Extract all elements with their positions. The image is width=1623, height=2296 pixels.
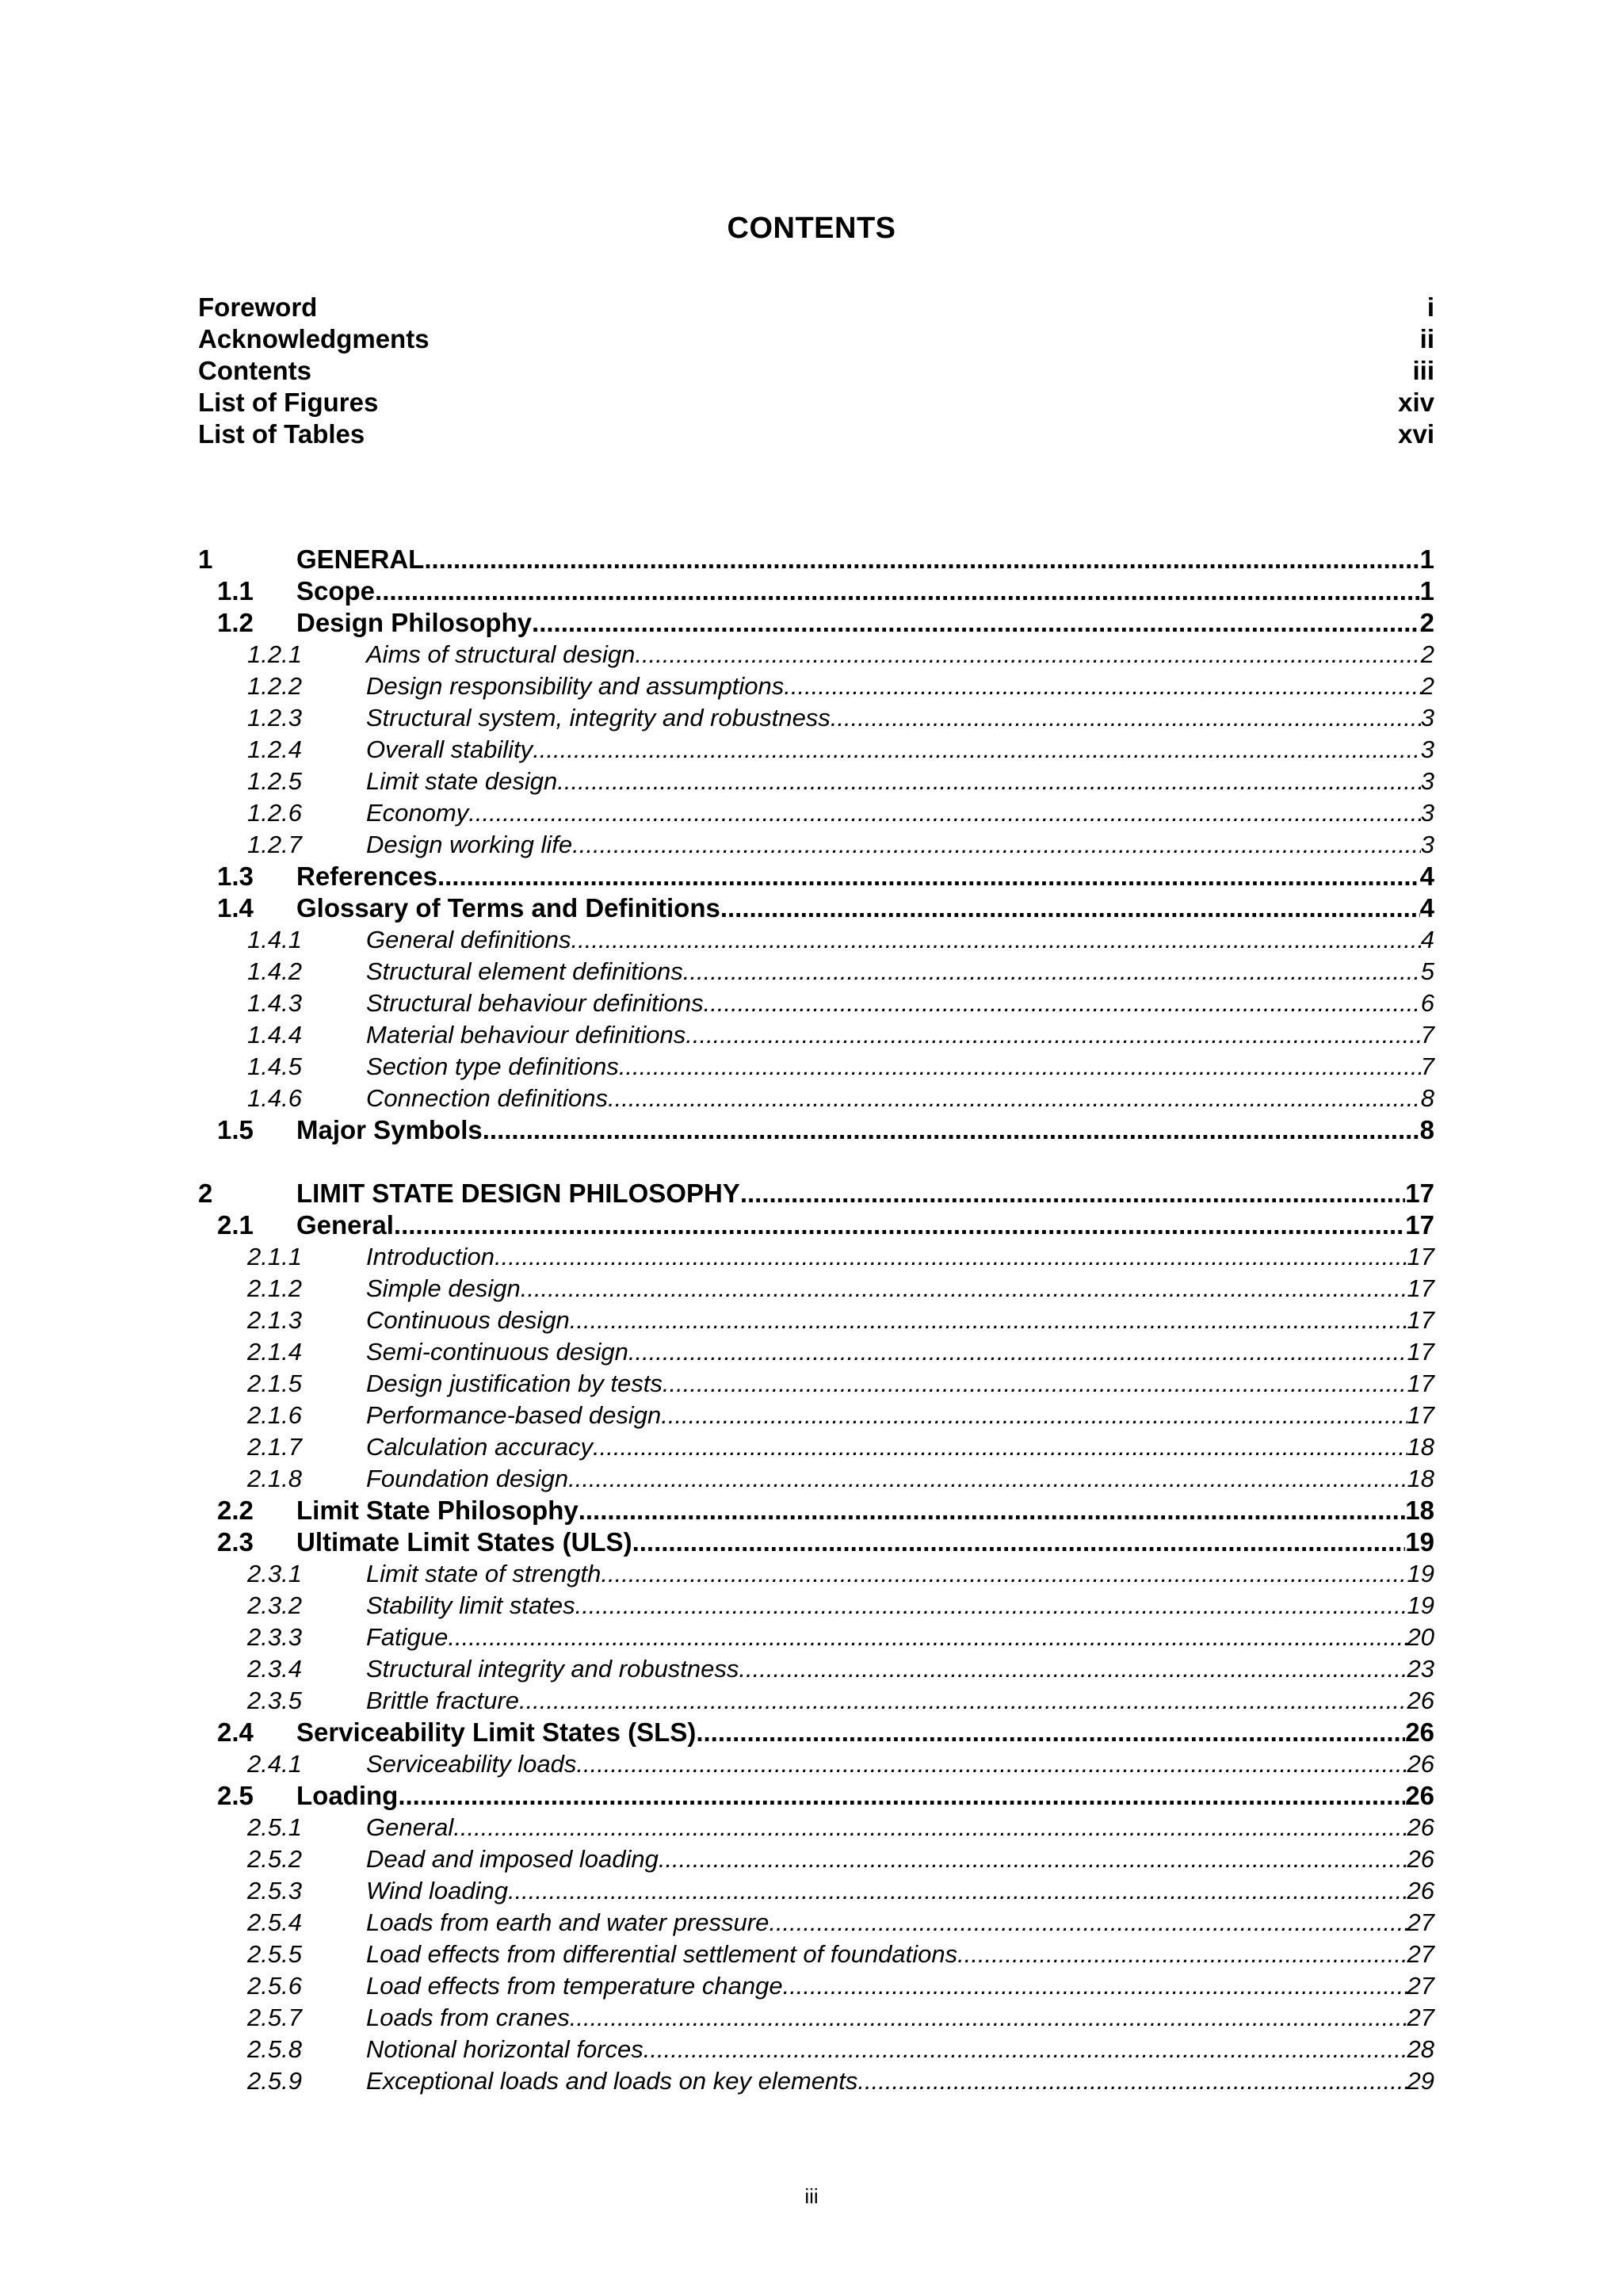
toc-title: Limit state of strength [366,1560,601,1587]
toc-section[interactable] [198,1209,1434,1241]
toc-page: 17 [1407,1370,1434,1397]
toc-title: Loading [296,1781,399,1810]
toc-section[interactable] [198,892,1434,924]
toc-subsection[interactable] [198,1748,1434,1780]
toc-number: 2.3.4 [247,1655,302,1683]
toc-subsection[interactable] [198,1622,1434,1653]
toc-title: Scope [296,576,376,606]
toc-subsection[interactable] [198,1019,1434,1051]
toc-subsection[interactable] [198,1241,1434,1273]
toc-title: Overall stability [366,735,533,763]
toc-subsection[interactable] [198,1368,1434,1400]
toc-page: 2 [1420,640,1434,668]
toc-subsection[interactable] [198,988,1434,1019]
toc-page: 29 [1407,2067,1434,2095]
toc-number: 1.4.5 [247,1052,302,1080]
toc-page: 23 [1407,1655,1434,1683]
toc-section[interactable] [198,1526,1434,1558]
toc-number: 2.1.8 [247,1465,302,1492]
toc-number: 1.2.4 [247,735,302,763]
toc-title: Wind loading [366,1877,508,1904]
toc-leader-dots [740,1178,1405,1209]
toc-subsection[interactable] [198,829,1434,861]
toc-number: 1.3 [217,861,254,891]
toc-page: 2 [1420,672,1434,700]
toc-title: Limit state design [366,767,558,795]
toc-title: General [366,1813,454,1841]
toc-number: 2.3 [217,1527,254,1557]
toc-leader-dots [783,1970,1407,2002]
toc-number: 2.1.1 [247,1243,302,1270]
toc-page: 3 [1420,735,1434,763]
toc-page: 17 [1405,1210,1434,1240]
toc-number: 2.5.8 [247,2035,302,2063]
toc-page: 7 [1420,1052,1434,1080]
toc-page: 26 [1407,1877,1434,1904]
toc-title: Glossary of Terms and Definitions [296,893,720,923]
toc-number: 2.4.1 [247,1750,302,1778]
toc-section[interactable] [198,1495,1434,1526]
toc-subsection[interactable] [198,1653,1434,1685]
toc-leader-dots [575,1590,1407,1622]
front-matter-label: Foreword [198,292,318,322]
toc-leader-dots [593,1431,1407,1463]
toc-title: Design Philosophy [296,608,533,637]
toc-number: 2.4 [217,1717,254,1747]
toc-title: GENERAL [296,544,425,574]
toc-number: 2.1.2 [247,1274,302,1302]
toc-number: 2.5.4 [247,1908,302,1936]
toc-leader-dots [769,1907,1407,1939]
front-matter-item[interactable] [198,418,1434,450]
toc-leader-dots [394,1209,1405,1241]
toc-leader-dots [683,956,1421,988]
toc-subsection[interactable] [198,1305,1434,1336]
toc-leader-dots [628,1336,1407,1368]
toc-title: Loads from cranes [366,2004,570,2031]
toc-number: 2.5.6 [247,1972,302,2000]
toc-title: Design responsibility and assumptions [366,672,785,700]
toc-leader-dots [661,1400,1407,1431]
toc-subsection[interactable] [198,1336,1434,1368]
toc-page: 26 [1405,1717,1434,1747]
toc-subsection[interactable] [198,1558,1434,1590]
toc-section[interactable] [198,607,1434,639]
toc-page: 4 [1420,926,1434,953]
toc-number: 1.4.4 [247,1021,302,1049]
toc-leader-dots [557,766,1421,797]
toc-page: 26 [1407,1750,1434,1778]
toc-title: Notional horizontal forces [366,2035,643,2063]
toc-page: 26 [1407,1687,1434,1714]
toc-leader-dots [533,734,1421,766]
front-matter-page: iii [1412,356,1434,385]
toc-title: Serviceability Limit States (SLS) [296,1717,697,1747]
toc-leader-dots [643,2034,1407,2065]
toc-page: 19 [1407,1560,1434,1587]
toc-section[interactable] [198,1780,1434,1812]
toc-number: 2.1.6 [247,1401,302,1429]
toc-leader-dots [663,1368,1407,1400]
toc-title: Structural integrity and robustness [366,1655,739,1683]
toc-section[interactable] [198,575,1434,607]
toc-title: Semi-continuous design [366,1338,628,1366]
toc-subsection[interactable] [198,766,1434,797]
toc-page: 8 [1420,1084,1434,1112]
toc-page: 3 [1420,767,1434,795]
toc-page: 27 [1407,1940,1434,1968]
toc-title: Loads from earth and water pressure [366,1908,769,1936]
front-matter-label: Contents [198,356,311,385]
toc-page: 6 [1420,989,1434,1017]
toc-number: 2.5.9 [247,2067,302,2095]
toc-number: 1.2.3 [247,704,302,732]
toc-title: General definitions [366,926,571,953]
toc-page: 27 [1407,2004,1434,2031]
toc-page: 17 [1405,1179,1434,1208]
toc-subsection[interactable] [198,2065,1434,2097]
toc-page: 5 [1420,957,1434,985]
toc-subsection[interactable] [198,1907,1434,1939]
toc-leader-dots [696,1717,1405,1748]
toc-page: 26 [1407,1813,1434,1841]
toc-page: 28 [1407,2035,1434,2063]
toc-number: 1.4.6 [247,1084,302,1112]
toc-leader-dots [375,575,1420,607]
toc-subsection[interactable] [198,956,1434,988]
toc-leader-dots [579,1495,1406,1526]
toc-number: 2.3.2 [247,1591,302,1619]
front-matter-label: List of Tables [198,419,365,449]
front-matter-label: List of Figures [198,388,379,417]
toc-title: Connection definitions [366,1084,609,1112]
toc-number: 1.2.1 [247,640,302,668]
toc-page: 26 [1407,1845,1434,1873]
toc-page: 1 [1419,576,1434,606]
toc-number: 2.5.1 [247,1813,302,1841]
toc-leader-dots [570,2002,1407,2034]
toc-number: 2.3.1 [247,1560,302,1587]
toc-leader-dots [570,1305,1407,1336]
toc-number: 1.2.5 [247,767,302,795]
toc-page: 18 [1405,1496,1434,1525]
toc-title: Dead and imposed loading [366,1845,659,1873]
toc-title: Material behaviour definitions [366,1021,686,1049]
toc-leader-dots [704,988,1421,1019]
toc-number: 2.1.7 [247,1433,302,1461]
toc-subsection[interactable] [198,1400,1434,1431]
toc-title: Structural behaviour definitions [366,989,704,1017]
toc-leader-dots [568,1463,1407,1495]
toc-leader-dots [659,1843,1407,1875]
toc-subsection[interactable] [198,734,1434,766]
toc-leader-dots [857,2065,1407,2097]
page-title: CONTENTS [727,212,896,245]
toc-page: 27 [1407,1972,1434,2000]
toc-number: 1.5 [217,1115,254,1144]
toc-subsection[interactable] [198,2034,1434,2065]
toc-leader-dots [632,1526,1406,1558]
toc-number: 2.3.5 [247,1687,302,1714]
toc-subsection[interactable] [198,1431,1434,1463]
toc-page: 3 [1420,799,1434,827]
toc-number: 2.1.5 [247,1370,302,1397]
front-matter-item[interactable] [198,292,1434,323]
toc-number: 2 [198,1179,213,1208]
toc-leader-dots [532,607,1420,639]
front-matter-page: xiv [1398,388,1434,417]
toc-leader-dots [398,1780,1405,1812]
toc-page: 18 [1407,1433,1434,1461]
toc-subsection[interactable] [198,702,1434,734]
toc-leader-dots [453,1812,1407,1843]
toc-number: 2.5.5 [247,1940,302,1968]
toc-title: Serviceability loads [366,1750,577,1778]
toc-leader-dots [508,1875,1407,1907]
toc-number: 2.3.3 [247,1623,302,1651]
toc-page: 20 [1407,1623,1434,1651]
toc-page: 3 [1420,704,1434,732]
toc-subsection[interactable] [198,1970,1434,2002]
toc-number: 2.5.2 [247,1845,302,1873]
toc-leader-dots [957,1939,1407,1970]
toc-title: General [296,1210,394,1240]
toc-page: 8 [1419,1115,1434,1144]
toc-number: 2.5.7 [247,2004,302,2031]
toc-title: Major Symbols [296,1115,483,1144]
toc-title: Design working life [366,831,573,858]
toc-title: Section type definitions [366,1052,619,1080]
toc-title: Stability limit states [366,1591,575,1619]
toc-page: 17 [1407,1243,1434,1270]
toc-leader-dots [635,639,1420,670]
toc-leader-dots [519,1685,1407,1717]
toc-subsection[interactable] [198,639,1434,670]
front-matter-list [198,292,1434,450]
toc-page: 27 [1407,1908,1434,1936]
toc-title: Structural system, integrity and robustness [366,704,831,732]
toc-leader-dots [468,797,1421,829]
toc-chapter[interactable] [198,544,1434,575]
toc-title: Structural element definitions [366,957,683,985]
toc-leader-dots [495,1241,1407,1273]
toc-subsection[interactable] [198,1685,1434,1717]
toc-section[interactable] [198,1114,1434,1146]
toc-subsection[interactable] [198,1083,1434,1114]
toc-title: Limit State Philosophy [296,1496,579,1525]
toc-subsection[interactable] [198,670,1434,702]
toc-title: Load effects from differential settlement of foundations [366,1940,958,1968]
toc-subsection[interactable] [198,1939,1434,1970]
toc-leader-dots [739,1653,1407,1685]
toc-leader-dots [720,892,1420,924]
toc-leader-dots [619,1051,1421,1083]
toc-number: 2.5.3 [247,1877,302,1904]
toc-leader-dots [601,1558,1407,1590]
toc-leader-dots [521,1273,1407,1305]
toc-title: References [296,861,437,891]
front-matter-page: xvi [1398,419,1434,449]
toc-page: 17 [1407,1306,1434,1334]
toc-page: 17 [1407,1401,1434,1429]
toc-page: 4 [1419,861,1434,891]
toc-section[interactable] [198,861,1434,892]
toc-number: 1.2.6 [247,799,302,827]
toc-leader-dots [483,1114,1420,1146]
toc-page: 18 [1407,1465,1434,1492]
toc-number: 1.1 [217,576,254,606]
toc-number: 2.1 [217,1210,254,1240]
toc-page: 3 [1420,831,1434,858]
toc-title: Fatigue [366,1623,449,1651]
toc-leader-dots [608,1083,1421,1114]
toc-number: 2.2 [217,1496,254,1525]
toc-page: 19 [1405,1527,1434,1557]
toc-leader-dots [784,670,1420,702]
toc-subsection[interactable] [198,1463,1434,1495]
toc-title: Aims of structural design [366,640,636,668]
toc-number: 1.4.2 [247,957,302,985]
toc-leader-dots [448,1622,1407,1653]
toc-subsection[interactable] [198,1812,1434,1843]
toc-subsection[interactable] [198,797,1434,829]
toc-leader-dots [571,924,1421,956]
toc-number: 1 [198,544,213,574]
toc-number: 1.4 [217,893,254,923]
toc-page: 26 [1405,1781,1434,1810]
toc-leader-dots [831,702,1421,734]
toc-title: Ultimate Limit States (ULS) [296,1527,632,1557]
toc-subsection[interactable] [198,1875,1434,1907]
toc-page: 7 [1420,1021,1434,1049]
toc-subsection[interactable] [198,1590,1434,1622]
toc-page: 17 [1407,1338,1434,1366]
toc-subsection[interactable] [198,1843,1434,1875]
toc-number: 1.2 [217,608,254,637]
toc-page: 17 [1407,1274,1434,1302]
toc-number: 2.5 [217,1781,254,1810]
front-matter-page: i [1426,292,1434,322]
toc-subsection[interactable] [198,1051,1434,1083]
toc-subsection[interactable] [198,924,1434,956]
toc-number: 1.2.7 [247,831,302,858]
toc-title: Introduction [366,1243,495,1270]
front-matter-label: Acknowledgments [198,324,430,353]
toc-leader-dots [576,1748,1407,1780]
toc-title: LIMIT STATE DESIGN PHILOSOPHY [296,1179,740,1208]
toc-title: Load effects from temperature change [366,1972,783,2000]
toc-title: Design justification by tests [366,1370,663,1397]
toc-number: 1.4.1 [247,926,302,953]
toc-leader-dots [437,861,1420,892]
toc-title: Economy [366,799,469,827]
toc-leader-dots [572,829,1421,861]
toc-number: 2.1.3 [247,1306,302,1334]
toc-subsection[interactable] [198,2002,1434,2034]
toc-subsection[interactable] [198,1273,1434,1305]
toc-page: 4 [1419,893,1434,923]
toc-leader-dots [424,544,1419,575]
toc-title: Calculation accuracy [366,1433,594,1461]
front-matter-item[interactable] [198,387,1434,418]
toc-title: Continuous design [366,1306,570,1334]
toc-number: 1.4.3 [247,989,302,1017]
toc-number: 2.1.4 [247,1338,302,1366]
toc-title: Exceptional loads and loads on key elements [366,2067,858,2095]
toc-title: Brittle fracture [366,1687,519,1714]
table-of-contents [198,544,1434,2097]
toc-number: 1.2.2 [247,672,302,700]
page-number: iii [804,2184,819,2208]
toc-section[interactable] [198,1717,1434,1748]
toc-page: 1 [1419,544,1434,574]
front-matter-item[interactable] [198,355,1434,387]
front-matter-item[interactable] [198,323,1434,355]
toc-title: Performance-based design [366,1401,662,1429]
toc-page: 2 [1419,608,1434,637]
toc-title: Foundation design [366,1465,569,1492]
front-matter-page: ii [1419,324,1434,353]
toc-title: Simple design [366,1274,521,1302]
toc-page: 19 [1407,1591,1434,1619]
toc-chapter[interactable] [198,1178,1434,1209]
toc-leader-dots [685,1019,1421,1051]
